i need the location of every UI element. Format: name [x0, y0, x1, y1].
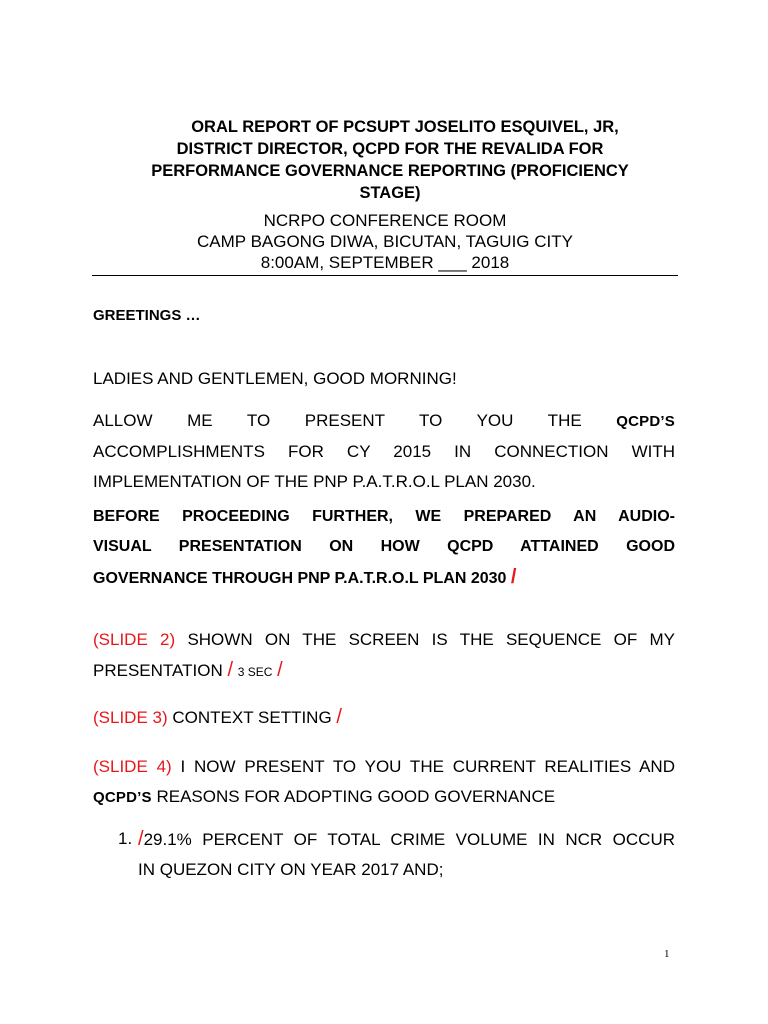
title-line: DISTRICT DIRECTOR, QCPD FOR THE REVALIDA FOR: [176, 140, 604, 158]
paragraph-text: 29.1% PERCENT OF TOTAL CRIME VOLUME IN NCR OCCUR: [143, 830, 675, 849]
paragraph-line: PRESENTATION: [93, 661, 223, 680]
list-number: 1.: [118, 829, 133, 848]
report-title: [110, 116, 670, 204]
paragraph-line: [138, 824, 675, 855]
paragraph-line: IN QUEZON CITY ON YEAR 2017 AND;: [138, 860, 444, 879]
slide-label: (SLIDE 2): [93, 630, 176, 649]
pause-mark: /: [277, 659, 283, 681]
pause-mark: /: [138, 828, 144, 850]
slide-label: (SLIDE 4): [93, 757, 172, 776]
paragraph-line: VISUAL PRESENTATION ON HOW QCPD ATTAINED GOOD: [93, 538, 675, 555]
paragraph-line: [93, 406, 675, 437]
pause-mark: /: [510, 566, 517, 588]
paragraph-audio-visual: [93, 502, 675, 594]
qcpd-term: QCPD’S: [93, 789, 152, 806]
venue-line: 8:00AM, SEPTEMBER ___ 2018: [260, 253, 510, 272]
title-line: PERFORMANCE GOVERNANCE REPORTING (PROFICIENCY: [151, 162, 629, 180]
title-line: ORAL REPORT OF PCSUPT JOSELITO ESQUIVEL, JR,: [191, 118, 619, 136]
list-item-text: [138, 824, 675, 885]
slide-label: (SLIDE 3): [93, 708, 168, 727]
paragraph-text: CONTEXT SETTING: [172, 708, 332, 727]
paragraph-text: I NOW PRESENT TO YOU THE CURRENT REALITIES AND: [180, 757, 675, 776]
paragraph-text: SHOWN ON THE SCREEN IS THE SEQUENCE OF MY: [187, 630, 675, 649]
header-divider: [92, 275, 678, 276]
paragraph-text: ALLOW ME TO PRESENT TO YOU THE: [93, 411, 582, 430]
salutation: LADIES AND GENTLEMEN, GOOD MORNING!: [93, 369, 457, 388]
pause-mark: /: [336, 706, 342, 728]
slide-2-paragraph: [93, 625, 675, 687]
venue-block: [92, 210, 678, 273]
paragraph-line: ACCOMPLISHMENTS FOR CY 2015 IN CONNECTION WITH: [93, 442, 675, 461]
paragraph-line: GOVERNANCE THROUGH PNP P.A.T.R.O.L PLAN 2030: [93, 570, 507, 587]
slide-4-paragraph: [93, 752, 675, 813]
pause-mark: /: [227, 659, 234, 681]
page-number: 1: [664, 948, 670, 960]
qcpd-term: QCPD’S: [616, 413, 675, 430]
title-line: STAGE): [359, 184, 421, 202]
venue-line: NCRPO CONFERENCE ROOM: [263, 211, 507, 230]
paragraph-present: [93, 406, 675, 497]
slide-3-paragraph: [93, 706, 675, 729]
paragraph-line: IMPLEMENTATION OF THE PNP P.A.T.R.O.L PLAN 2030.: [93, 472, 536, 491]
paragraph-text: REASONS FOR ADOPTING GOOD GOVERNANCE: [156, 787, 556, 806]
greetings: GREETINGS …: [93, 307, 201, 324]
paragraph-line: BEFORE PROCEEDING FURTHER, WE PREPARED AN AUDIO-: [93, 508, 675, 525]
venue-line: CAMP BAGONG DIWA, BICUTAN, TAGUIG CITY: [197, 232, 573, 251]
paragraph-line: [93, 625, 675, 655]
pause-duration: 3 SEC: [237, 665, 273, 679]
paragraph-line: [93, 752, 675, 782]
